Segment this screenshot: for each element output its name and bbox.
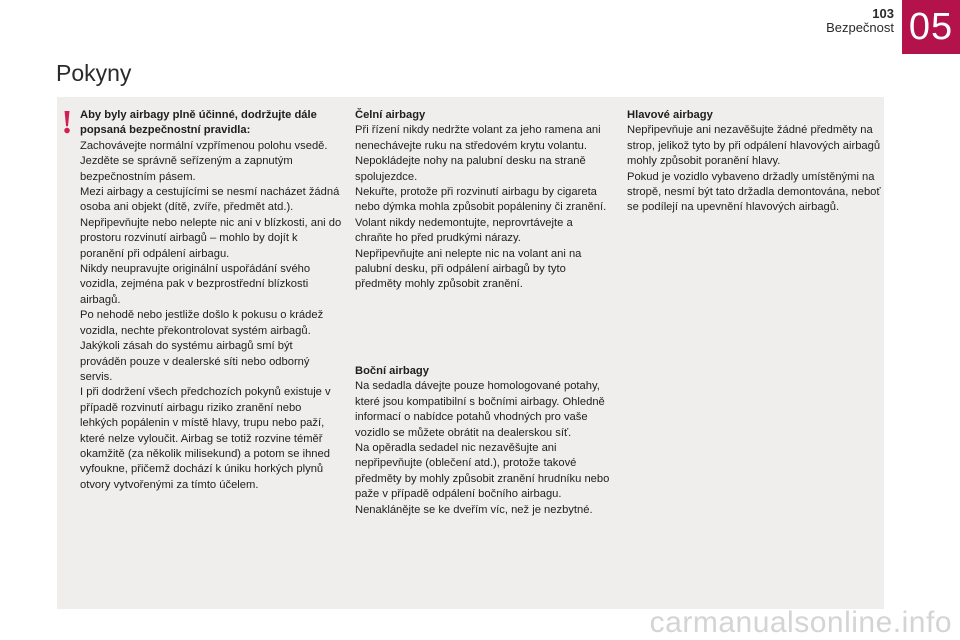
watermark: carmanualsonline.info <box>649 606 952 639</box>
head-airbags-heading: Hlavové airbagy <box>627 109 713 121</box>
side-airbags-heading: Boční airbagy <box>355 365 429 377</box>
warning-exclamation-icon: ! <box>61 104 73 141</box>
front-airbags-body: Při řízení nikdy nedržte volant za jeho ramena ani nenechávejte ruku na středovém krytu volantu. Nepokládejte nohy na palubní desku na straně spolujezdce. Nekuřte, protože při rozvinutí airbagu by cigareta nebo dýmka mohla způsobit popáleniny či zranění. Volant nikdy nedemontujte, neprovrtávejte a chraňte ho před prudkými nárazy. Nepřipevňujte ani nelepte nic na volant ani na palubní desku, při odpálení airbagů by tyto předměty mohly způsobit zranění. <box>355 124 607 291</box>
chapter-tab: 05 <box>902 0 960 54</box>
head-airbags-body: Nepřipevňuje ani nezavěšujte žádné předměty na strop, jelikož tyto by při odpálení hlavových airbagů mohly způsobit poranění hlavy. Pokud je vozidlo vybaveno držadly umístěnými na stropě, nesmí být tato držadla demontována, neboť se podílejí na upevnění hlavových airbagů. <box>627 124 881 214</box>
head-airbags-section <box>627 108 885 216</box>
warning-heading: Aby byly airbagy plně účinné, dodržujte dále popsaná bezpečnostní pravidla: <box>80 109 317 137</box>
page-number: 103 <box>872 6 894 21</box>
front-airbags-heading: Čelní airbagy <box>355 109 426 121</box>
section-name: Bezpečnost <box>826 20 894 35</box>
page-title: Pokyny <box>56 60 132 86</box>
side-airbags-section <box>355 364 613 518</box>
warning-body: Zachovávejte normální vzpřímenou polohu vsedě. Jezděte se správně seřízeným a zapnutým bezpečnostním pásem. Mezi airbagy a cestujícími se nesmí nacházet žádná osoba ani objekt (dítě, zvíře, předmět atd.). Nepřipevňujte nebo nelepte nic ani v blízkosti, ani do prostoru rozvinutí airbagů – mohlo by dojít k poranění při odpálení airbagu. Nikdy neupravujte originální uspořádání svého vozidla, zejména pak v bezprostřední blízkosti airbagů. Po nehodě nebo jestliže došlo k pokusu o krádež vozidla, nechte překontrolovat systém airbagů. Jakýkoli zásah do systému airbagů smí být prováděn pouze v dealerské síti nebo odborný servis. I při dodržení všech předchozích pokynů existuje v případě rozvinutí airbagu riziko zranění nebo lehkých popálenin v místě hlavy, trupu nebo paží, které nelze vyloučit. Airbag se totiž rozvine téměř okamžitě (za několik milisekund) a potom se ihned vyfoukne, přičemž dochází k úniku horkých plynů otvory vytvořenými za tímto účelem. <box>80 139 342 491</box>
front-airbags-section <box>355 108 613 293</box>
warning-block <box>80 108 342 493</box>
side-airbags-body: Na sedadla dávejte pouze homologované potahy, které jsou kompatibilní s bočními airbagy. Ohledně informací o nabídce potahů vhodných pro vaše vozidlo se můžete obrátit na dealerskou síť. Na opěradla sedadel nic nezavěšujte ani nepřipevňujte (oblečení atd.), protože takové předměty by mohly způsobit zranění hrudníku nebo paže v případě odpálení bočního airbagu. Nenaklánějte se ke dveřím víc, než je nezbytné. <box>355 380 610 516</box>
